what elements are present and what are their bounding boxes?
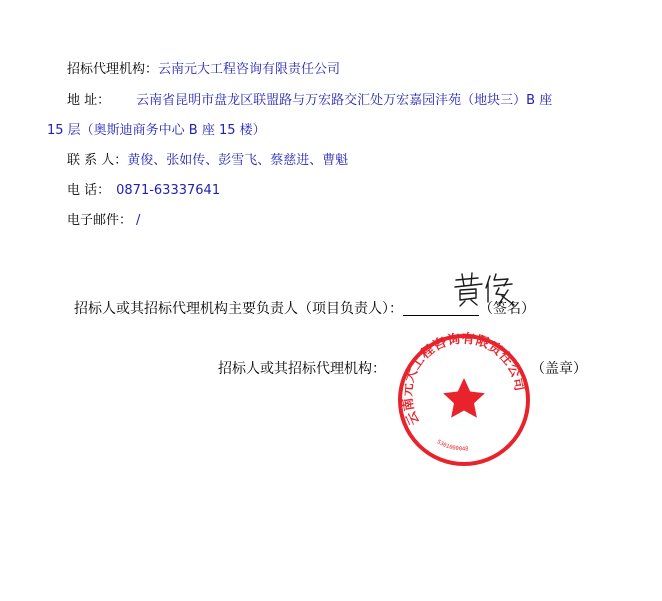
- contact-person-label: 联 系 人：: [67, 153, 128, 168]
- phone-label: 电 话：: [67, 183, 111, 198]
- agency-seal-label: 招标人或其招标代理机构：: [218, 361, 386, 377]
- address-value-line1: 云南省昆明市盘龙区联盟路与万宏路交汇处万宏嘉园沣苑（地块三）B 座: [136, 93, 553, 108]
- email-value: /: [136, 213, 141, 228]
- signature-blank-line: [403, 301, 479, 316]
- principal-signature-label: 招标人或其招标代理机构主要负责人（项目负责人）：: [74, 301, 403, 317]
- address-row-continued: [47, 123, 266, 139]
- phone-row: [67, 183, 220, 199]
- agency-label: 招标代理机构：: [67, 62, 159, 77]
- phone-value: 0871-63337641: [116, 183, 221, 198]
- principal-signature-suffix: （签名）: [479, 301, 535, 317]
- agency-seal-suffix: （盖章）: [531, 361, 587, 377]
- email-row: [67, 213, 140, 229]
- agency-row: [67, 62, 340, 78]
- contact-person-row: [67, 153, 348, 169]
- svg-text:5301000048: 5301000048: [435, 439, 469, 453]
- address-value-line2: 15 层（奥斯迪商务中心 B 座 15 楼）: [47, 123, 266, 138]
- contact-person-value: 黄俊、张如传、彭雪飞、蔡慈进、曹魁: [127, 153, 349, 168]
- seal-star-icon: [443, 378, 485, 418]
- principal-signature-row: [74, 300, 535, 318]
- agency-value: 云南元大工程咨询有限责任公司: [158, 62, 341, 77]
- address-label: 地 址：: [67, 93, 111, 108]
- svg-text:云南元大工程咨询有限责任公司: 云南元大工程咨询有限责任公司: [400, 331, 527, 428]
- company-seal: [396, 330, 532, 470]
- address-row: [67, 93, 552, 109]
- email-label: 电子邮件：: [67, 213, 133, 228]
